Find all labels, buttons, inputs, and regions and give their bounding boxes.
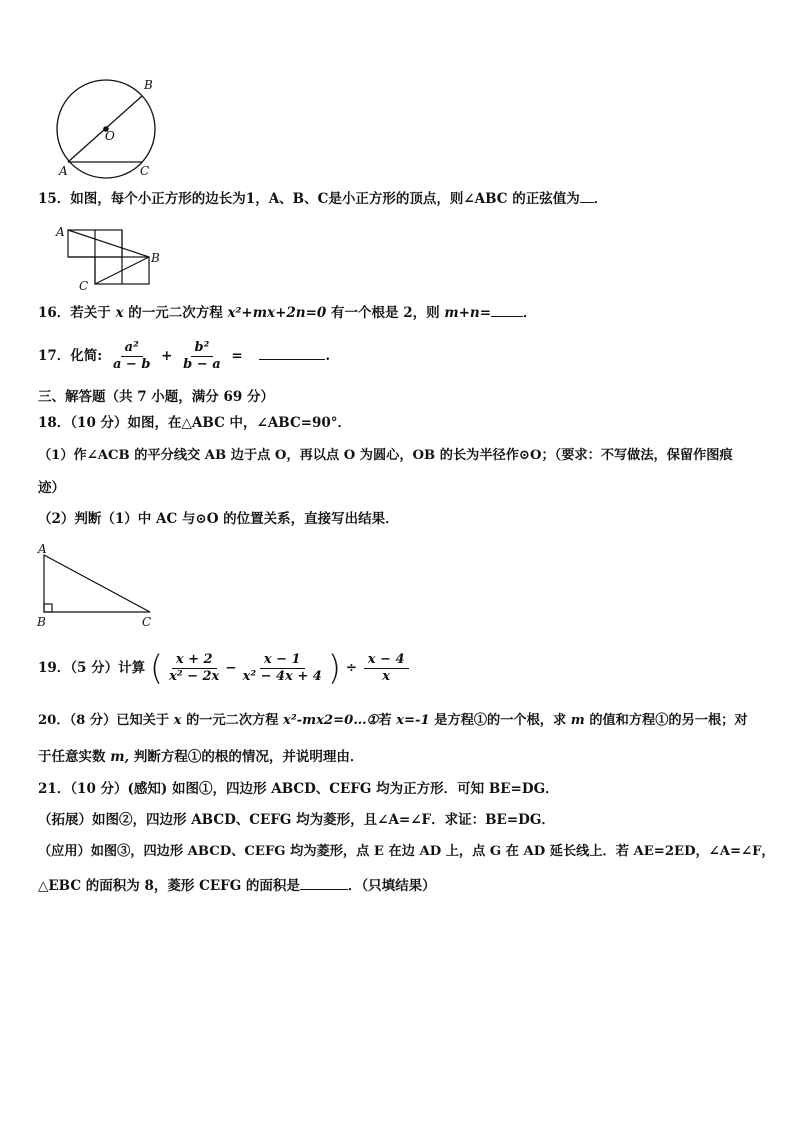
q18-part-1: （1）作∠ACB 的平分线交 AB 边于点 O，再以点 O 为圆心，OB 的长为半径作⊙O；（要求：不写做法，保留作图痕 bbox=[38, 448, 733, 463]
question-15: 15．如图，每个小正方形的边长为1，A、B、C是小正方形的顶点，则∠ABC 的正弦值为 ． bbox=[38, 188, 607, 208]
question-20: 20．（8 分）已知关于 x 的一元二次方程 x²-mx2=0…①若 x=-1 是方程①的一个根，求 m 的值和方程①的另一根；对 bbox=[38, 713, 748, 728]
q21-answer-blank[interactable] bbox=[300, 875, 348, 890]
q19-fraction-1: $\frac{x + 2}{\text{x² − 2x}}$ bbox=[169, 652, 220, 684]
q17-fraction-2: $\frac{\text{b²}}{b - a}$ bbox=[183, 340, 221, 372]
q20-equation: x²-mx2=0…① bbox=[283, 713, 379, 728]
question-16: 16．若关于 x 的一元二次方程 x²+mx+2n=0 有一个根是 2，则 m+n= ． bbox=[38, 302, 537, 322]
q21-application-cont: △EBC 的面积为 8，菱形 CEFG 的面积是 ．（只填结果） bbox=[38, 875, 436, 895]
q17-answer-blank[interactable] bbox=[259, 345, 325, 360]
q15-answer-blank[interactable] bbox=[580, 188, 594, 203]
label-b: B bbox=[144, 78, 153, 92]
q16-equation: x²+mx+2n=0 bbox=[227, 305, 327, 321]
q18-part-1-cont: 迹） bbox=[38, 480, 65, 496]
label-c: C bbox=[142, 615, 152, 629]
q21-extension: （拓展）如图②，四边形 ABCD、CEFG 均为菱形，且∠A=∠F．求证：BE=DG． bbox=[38, 812, 555, 828]
label-b: B bbox=[37, 615, 46, 629]
q15-text: 如图，每个小正方形的边长为1，A、B、C是小正方形的顶点，则∠ABC 的正弦值为 bbox=[70, 191, 580, 207]
question-21: 21．（10 分）(感知) 如图①，四边形 ABCD、CEFG 均为正方形．可知 BE=DG． bbox=[38, 781, 559, 797]
label-a: A bbox=[59, 164, 68, 178]
circle-figure bbox=[50, 76, 162, 180]
q17-fraction-1: $\frac{\text{a²}}{a - b}$ bbox=[112, 340, 151, 372]
q15-number: 15． bbox=[38, 191, 71, 207]
grid-figure bbox=[52, 222, 164, 292]
label-o: O bbox=[105, 129, 115, 143]
q19-fraction-3: $\frac{x - 4}{x}$ bbox=[364, 652, 409, 685]
q21-application: （应用）如图③，四边形 ABCD、CEFG 均为菱形，点 E 在边 AD 上，点 G 在 AD 延长线上．若 AE=2ED，∠A=∠F， bbox=[38, 844, 775, 859]
question-17: 17．化简: $\frac{\text{a²}}{a - b}$ + $\frac{\text{b²}}{b - a}$ = . bbox=[38, 340, 331, 372]
q19-fraction-2: $\frac{x - 1}{\text{x² − 4x + 4}}$ bbox=[242, 652, 322, 684]
q16-answer-blank[interactable] bbox=[491, 302, 523, 317]
label-a: A bbox=[38, 542, 47, 556]
section-title: 三、解答题（共 7 小题，满分 69 分） bbox=[38, 389, 274, 405]
question-19: 19．（5 分）计算 ( $\frac{x + 2}{\text{x² − 2x}}$ − $\frac{x - 1}{\text{x² − 4x + 4}}$ ) ÷ $\frac{x - 4}{x}$ bbox=[38, 648, 411, 688]
label-c: C bbox=[140, 164, 150, 178]
q18-part-2: （2）判断（1）中 AC 与⊙O 的位置关系，直接写出结果． bbox=[38, 511, 399, 527]
q20-line-2: 于任意实数 m, 判断方程①的根的情况，并说明理由． bbox=[38, 749, 364, 765]
question-18: 18．（10 分）如图，在△ABC 中，∠ABC=90°． bbox=[38, 415, 352, 431]
label-b: B bbox=[151, 251, 160, 265]
triangle-figure bbox=[34, 540, 158, 630]
label-c: C bbox=[79, 279, 89, 292]
label-a: A bbox=[56, 225, 65, 239]
